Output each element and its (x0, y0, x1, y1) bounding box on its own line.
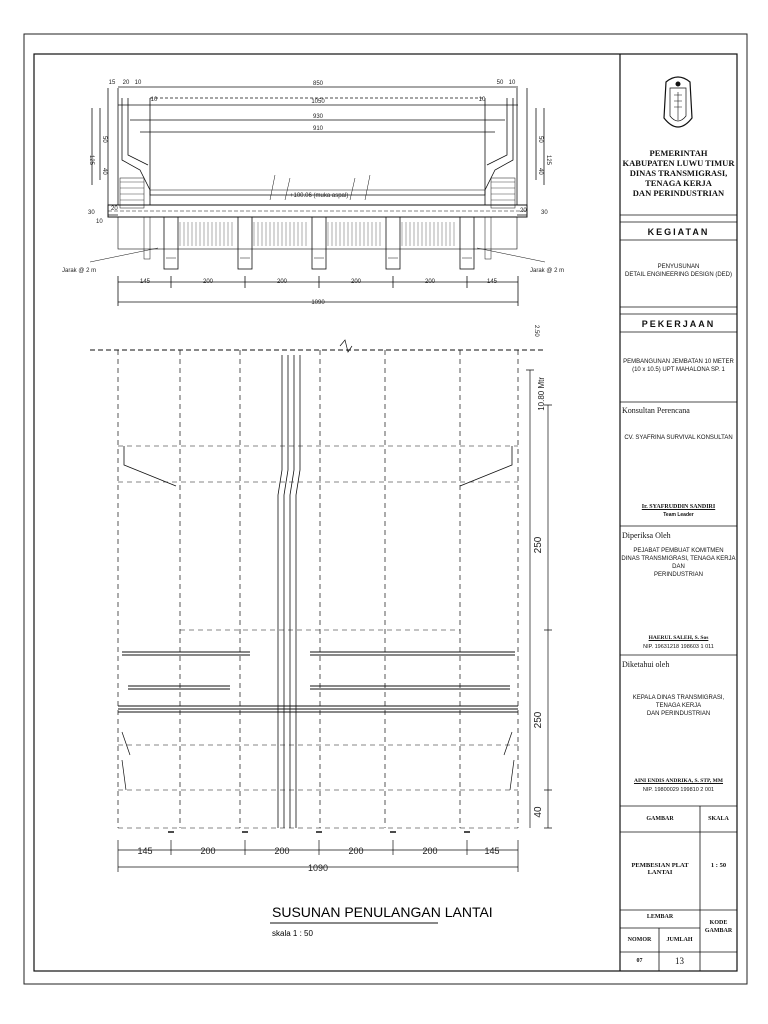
elevation-label: +100.06 (muka aspal) (290, 193, 349, 199)
dim-side-left-2: 40 (101, 168, 107, 175)
diketahui-text (620, 694, 737, 718)
dim-side-right-1: 125 (545, 155, 551, 166)
section-span-4: 200 (424, 279, 436, 285)
diketahui-line-1: KEPALA DINAS TRANSMIGRASI, TENAGA KERJA (632, 695, 725, 709)
diketahui-person: AINI ENDIS ANDRIKA, S. STP, MM (633, 778, 724, 784)
gap-label-left: Jarak @ 2 m (62, 268, 97, 274)
diperiksa-line-3: PERINDUSTRIAN (653, 572, 703, 578)
dim-inner-right: 10 (478, 97, 486, 103)
gambar-value: PEMBESIAN PLAT LANTAI (631, 862, 689, 876)
skala-value: 1 : 50 (710, 862, 727, 869)
dim-base-left-1: 30 (88, 210, 95, 216)
plan-span-2: 200 (274, 846, 290, 856)
dim-edge-left-1: 20 (122, 80, 130, 86)
konsultan-name: CV. SYAFRINA SURVIVAL KONSULTAN (624, 435, 733, 441)
dim-top-2: 930 (312, 114, 324, 120)
diperiksa-line-1: PEJABAT PEMBUAT KOMITMEN (633, 548, 724, 554)
kegiatan-text (620, 263, 737, 279)
nomor-value: 07 (636, 958, 643, 964)
diperiksa-line-2: DINAS TRANSMIGRASI, TENAGA KERJA DAN (621, 556, 736, 570)
plan-view (90, 340, 552, 872)
pekerjaan-header: PEKERJAAN (641, 319, 716, 329)
dim-side-left-1: 125 (88, 155, 94, 166)
dim-edge-left-0: 15 (108, 80, 116, 86)
konsultan-role: Team Leader (663, 512, 694, 518)
agency-line-4: DAN PERINDUSTRIAN (632, 188, 725, 198)
dim-top-0: 850 (312, 81, 324, 87)
jumlah-label: JUMLAH (666, 937, 693, 943)
kode-gambar-label: KODE GAMBAR (704, 920, 733, 934)
section-span-3: 200 (350, 279, 362, 285)
plan-span-4: 200 (422, 846, 438, 856)
plan-total-width: 1090 (307, 863, 329, 873)
dim-top-3: 910 (312, 126, 324, 132)
dim-base-right-0: 20 (520, 208, 527, 214)
plan-view-labels (137, 325, 546, 873)
pekerjaan-line-2: (10 x 10.5) UPT MAHALONA SP. 1 (632, 367, 725, 373)
diperiksa-person: HAERUL SALEH, S. Sos (648, 635, 709, 641)
drawing-scale: skala 1 : 50 (272, 929, 313, 938)
lembar-label: LEMBAR (646, 914, 674, 920)
dim-side-left-0: 50 (101, 136, 107, 143)
dim-base-right-1: 30 (541, 210, 548, 216)
section-total-width: 1090 (311, 300, 325, 306)
pekerjaan-text (620, 358, 737, 374)
plan-spacing-0: 250 (533, 536, 544, 554)
dim-base-left-2: 10 (96, 219, 103, 225)
plan-length-label: 10.80 Mtr (537, 377, 546, 411)
section-span-0: 145 (139, 279, 151, 285)
plan-span-0: 145 (137, 846, 153, 856)
drawing-title: SUSUNAN PENULANGAN LANTAI (272, 904, 493, 920)
diperiksa-text (620, 547, 737, 579)
agency-line-3: DINAS TRANSMIGRASI, TENAGA KERJA (629, 168, 728, 188)
section-view-labels (62, 80, 564, 306)
plan-span-1: 200 (200, 846, 216, 856)
gambar-label: GAMBAR (646, 816, 674, 822)
dim-edge-right-1: 10 (508, 80, 516, 86)
agency-line-2: KABUPATEN LUWU TIMUR (622, 158, 735, 168)
title-block (620, 54, 737, 971)
nomor-label: NOMOR (627, 937, 652, 943)
agency-line-1: PEMERINTAH (649, 148, 708, 158)
plan-top-dim: 2.50 (533, 325, 539, 337)
section-span-2: 200 (276, 279, 288, 285)
dim-side-right-0: 50 (537, 136, 543, 143)
plan-spacing-1: 250 (533, 711, 544, 729)
dim-edge-right-0: 50 (496, 80, 504, 86)
section-span-1: 200 (202, 279, 214, 285)
diperiksa-label: Diperiksa Oleh (622, 531, 671, 540)
jumlah-value: 13 (675, 956, 684, 966)
konsultan-person: Ir. SYAFRUDDIN SANDIRI (641, 504, 716, 510)
skala-label: SKALA (708, 816, 729, 822)
diperiksa-nip: NIP. 19631218 198603 1 011 (643, 644, 714, 650)
kegiatan-line-2: DETAIL ENGINEERING DESIGN (DED) (624, 272, 732, 278)
diketahui-nip: NIP. 19800029 199810 2 001 (642, 787, 715, 793)
kegiatan-line-1: PENYUSUNAN (657, 264, 700, 270)
dim-edge-left-2: 10 (134, 80, 142, 86)
dim-inner-left: 10 (150, 97, 158, 103)
kegiatan-header: KEGIATAN (647, 227, 710, 237)
dim-side-right-2: 40 (537, 168, 543, 175)
pekerjaan-line-1: PEMBANGUNAN JEMBATAN 10 METER (623, 359, 734, 365)
agency-name (620, 148, 737, 198)
plan-span-5: 145 (484, 846, 500, 856)
plan-span-3: 200 (348, 846, 364, 856)
gap-label-right: Jarak @ 2 m (530, 268, 565, 274)
dim-base-left-0: 20 (111, 206, 118, 212)
diketahui-label: Diketahui oleh (622, 660, 670, 669)
dim-top-1: 1050 (311, 99, 325, 105)
diketahui-line-2: DAN PERINDUSTRIAN (646, 711, 711, 717)
section-span-5: 145 (486, 279, 498, 285)
plan-spacing-2: 40 (533, 806, 544, 818)
konsultan-label: Konsultan Perencana (622, 406, 690, 415)
